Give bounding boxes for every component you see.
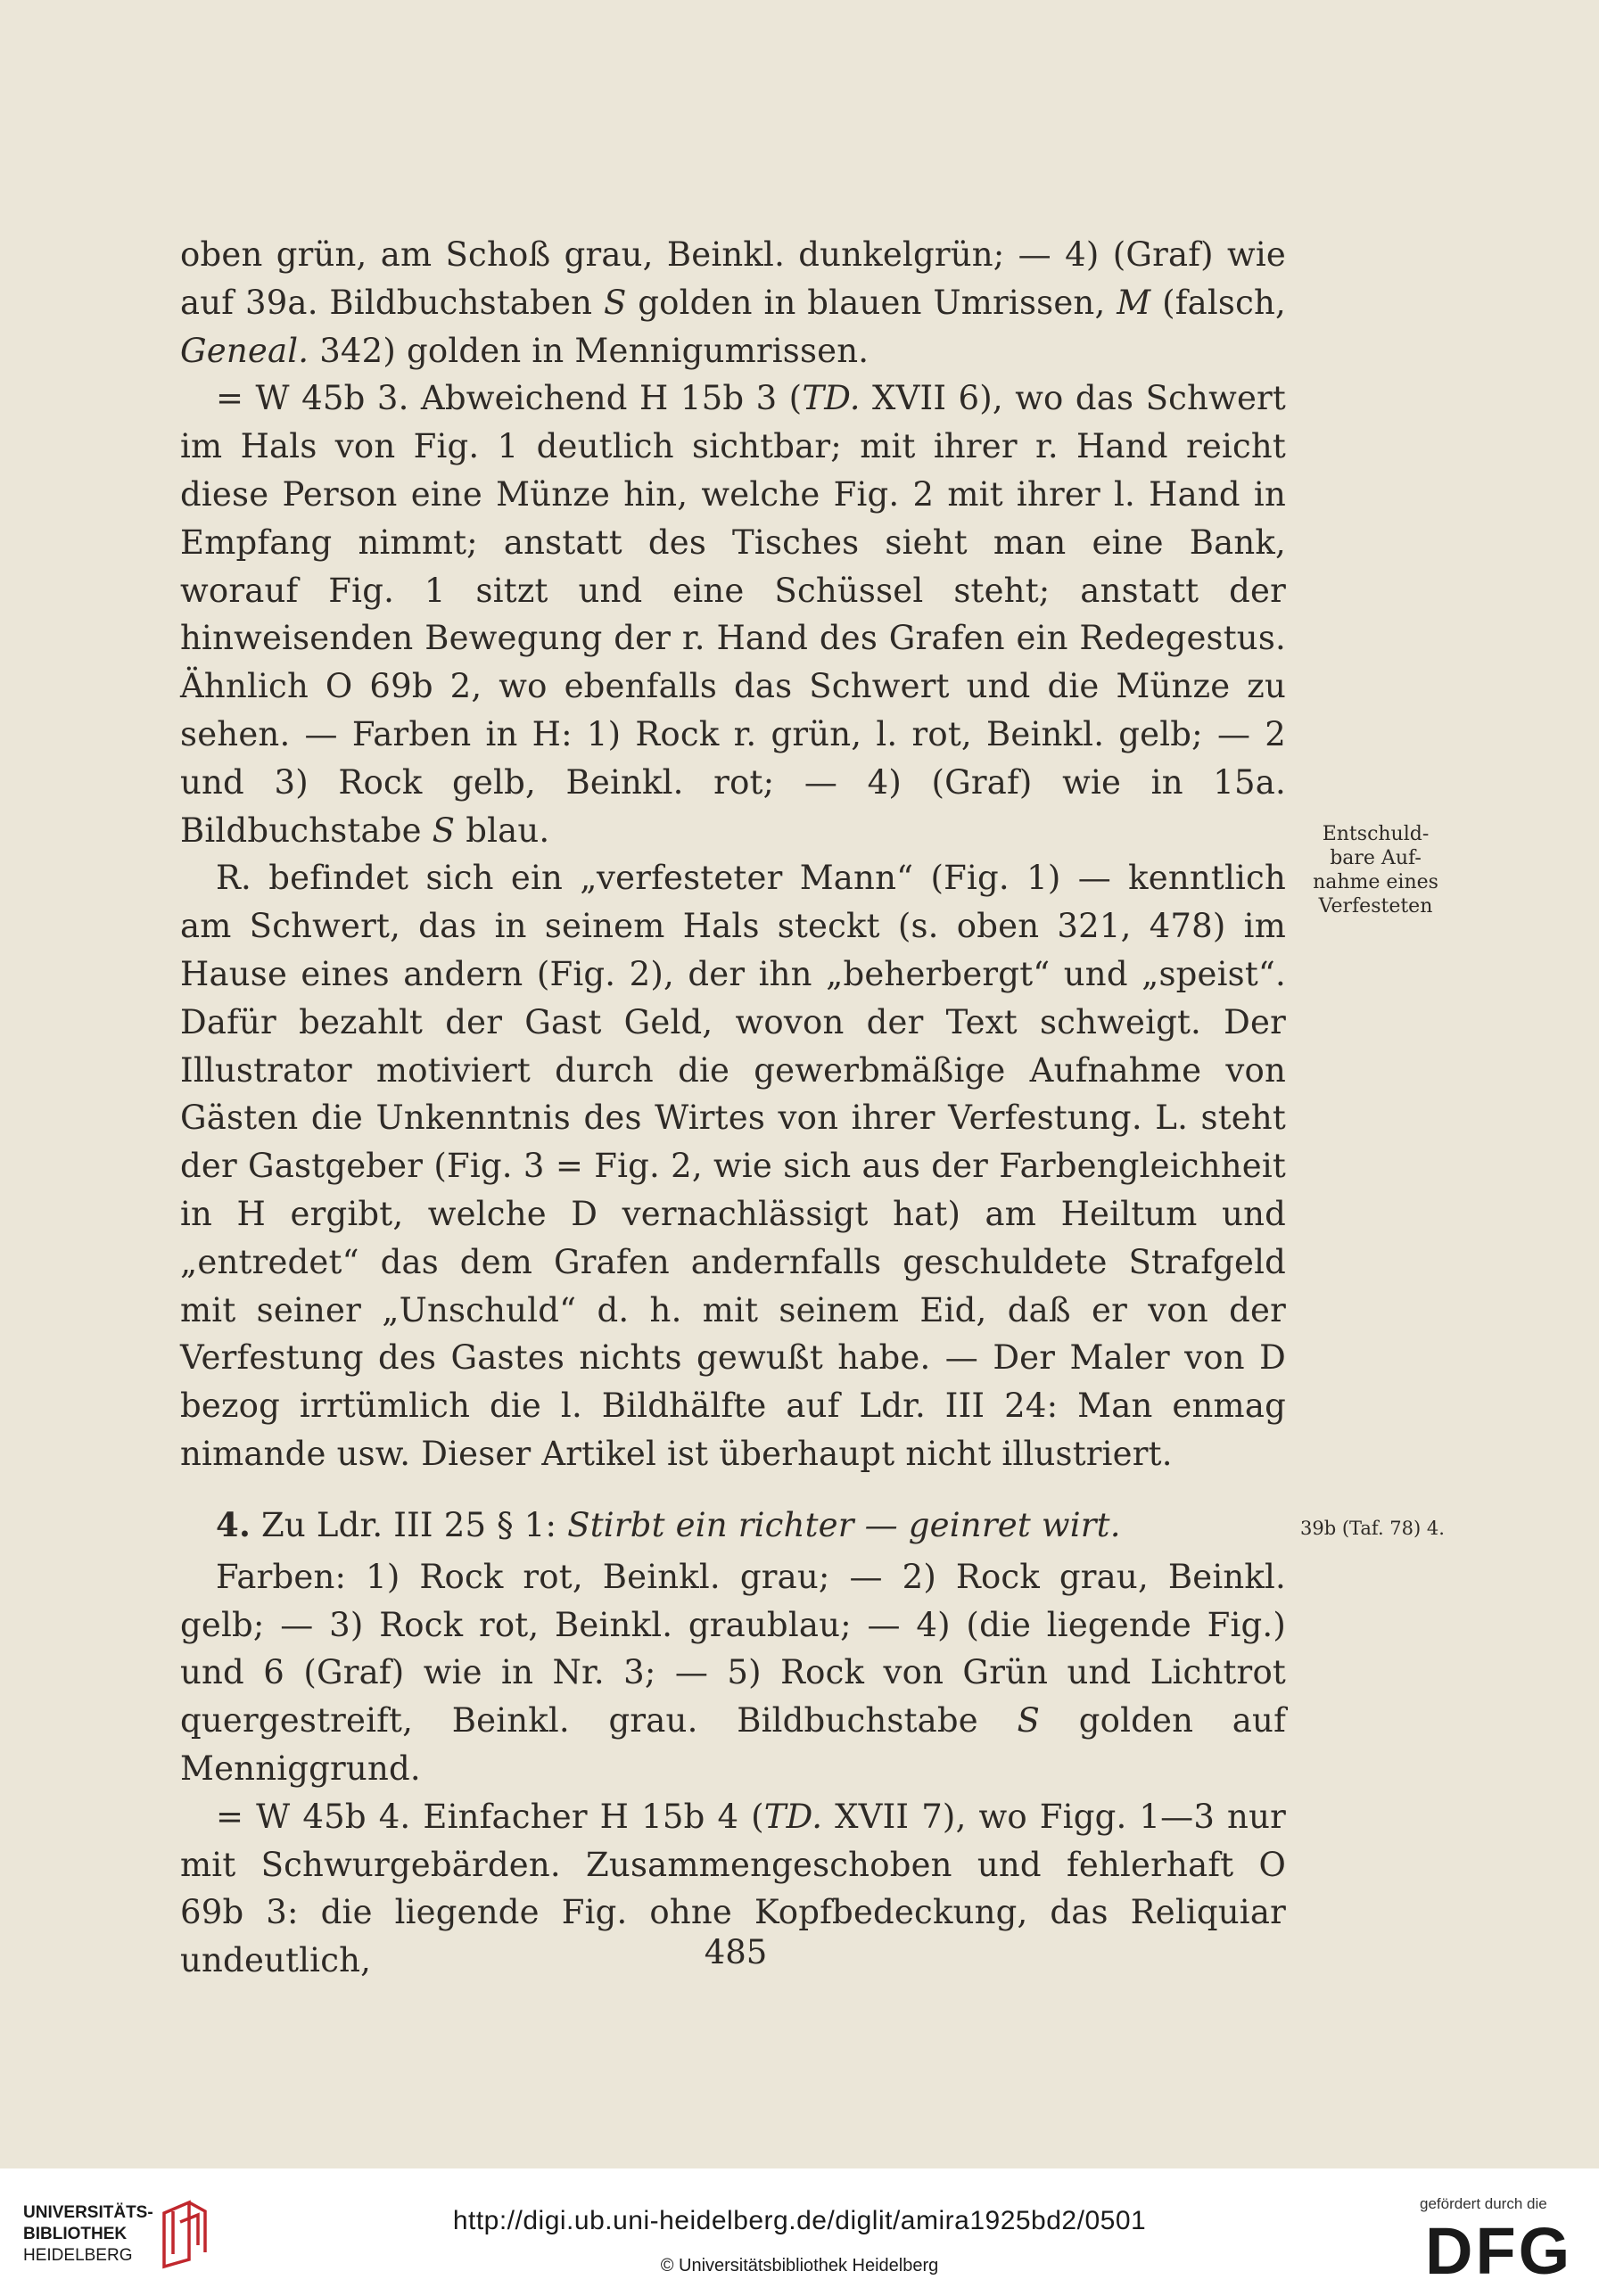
text-run: (falsch, [1150,283,1286,322]
text-run-italic: S [1017,1701,1041,1741]
text-run-italic: Geneal. [180,331,309,370]
margin-note-line: Verfesteten [1318,895,1433,918]
paragraph [180,374,1286,854]
footer-bar [0,2168,1599,2296]
margin-note-line: bare Auf- [1330,847,1422,869]
text-block-lower [180,1502,1286,1985]
text-run: = W 45b 3. Abweichend H 15b 3 ( [216,379,803,418]
text-run-italic: TD. [802,379,861,418]
source-url-link[interactable]: http://digi.ub.uni-heidelberg.de/diglit/amira1925bd2/0501 [452,2206,1147,2235]
page-number: 485 [704,1933,768,1971]
section-number: 4. [216,1505,251,1544]
paragraph [180,231,1286,374]
margin-note-line: Entschuld- [1322,823,1430,845]
text-block-upper [180,231,1286,1478]
text-run-italic: S [432,811,456,850]
dfg-logo: DFG [1425,2214,1573,2288]
text-run: Zu Ldr. III 25 § 1: [251,1506,568,1544]
text-run: XVII 7), wo Figg. 1—3 nur mit Schwurgebärden. Zusammengeschoben und fehlerhaft O 69b 3: die liegende Fig. ohne Kopfbedeckung, das Reliquiar undeutlich, [180,1797,1286,1980]
text-run-italic: S [603,283,627,322]
text-run: = W 45b 4. Einfacher H 15b 4 ( [216,1797,764,1836]
library-name-line: UNIVERSITÄTS- [23,2203,153,2222]
margin-note-line: nahme eines [1313,871,1438,893]
text-run-italic: TD. [763,1797,823,1836]
text-run: blau. [455,811,550,850]
margin-reference: 39b (Taf. 78) 4. [1300,1518,1445,1539]
text-run: oben grün, am Schoß grau, Beinkl. dunkelgrün; — 4) (Graf) wie auf 39a. Bildbuchstaben [180,235,1286,322]
text-run: 342) golden in Mennigumrissen. [309,331,870,370]
copyright-notice: © Universitätsbibliothek Heidelberg [660,2256,939,2275]
margin-note [1302,822,1449,918]
funding-label: gefördert durch die [1420,2195,1547,2212]
paragraph [180,1553,1286,1793]
text-run: XVII 6), wo das Schwert im Hals von Fig. 1 deutlich sichtbar; mit ihrer r. Hand reicht diese Person eine Münze hin, welche Fig. 2 mit ihrer l. Hand in Empfang nimmt; anstatt des Tisches sieht man eine Bank, worauf Fig. 1 sitzt und eine Schüssel steht; anstatt der hinweisenden Bewegung der r. Hand des Grafen ein Redegestus. Ähnlich O 69b 2, wo ebenfalls das Schwert und die Münze zu sehen. — Farben in H: 1) Rock r. grün, l. rot, Beinkl. gelb; — 2 und 3) Rock gelb, Beinkl. rot; — 4) (Graf) wie in 15a. Bildbuchstabe [180,379,1286,850]
text-run: Farben: 1) Rock rot, Beinkl. grau; — 2) Rock grau, Beinkl. gelb; — 3) Rock rot, Beinkl. graublau; — 4) (die liegende Fig.) und 6 (Graf) wie in Nr. 3; — 5) Rock von Grün und Lichtrot quergestreift, Beinkl. grau. Bildbuchstabe [180,1557,1286,1741]
section-heading [180,1502,1286,1550]
library-name-line: BIBLIOTHEK [23,2225,128,2243]
text-run: golden in blauen Umrissen, [626,283,1117,322]
paragraph: R. befindet sich ein „verfesteter Mann“ (Fig. 1) — kenntlich am Schwert, das in seinem Hals steckt (s. oben 321, 478) im Hause eines andern (Fig. 2), der ihn „beherbergt“ und „speist“. Dafür bezahlt der Gast Geld, wovon der Text schweigt. Der Illustrator motiviert durch die gewerbmäßige Aufnahme von Gästen die Unkenntnis des Wirtes von ihrer Verfestung. L. steht der Gastgeber (Fig. 3 = Fig. 2, wie sich aus der Farbengleichheit in H ergibt, welche D vernachlässigt hat) am Heiltum und „entredet“ das dem Grafen andernfalls geschuldete Strafgeld mit seiner „Unschuld“ d. h. mit seinem Eid, daß er von der Verfestung des Gastes nichts gewußt habe. — Der Maler von D bezog irrtümlich die l. Bildhälfte auf Ldr. III 24: Man enmag nimande usw. Dieser Artikel ist überhaupt nicht illustriert. [180,859,1286,1473]
text-run: golden auf Menniggrund. [180,1701,1286,1788]
text-run-italic: M [1117,283,1151,322]
text-run-italic: Stirbt ein richter — geinret wirt. [567,1506,1121,1544]
library-name-line: HEIDELBERG [23,2246,133,2265]
